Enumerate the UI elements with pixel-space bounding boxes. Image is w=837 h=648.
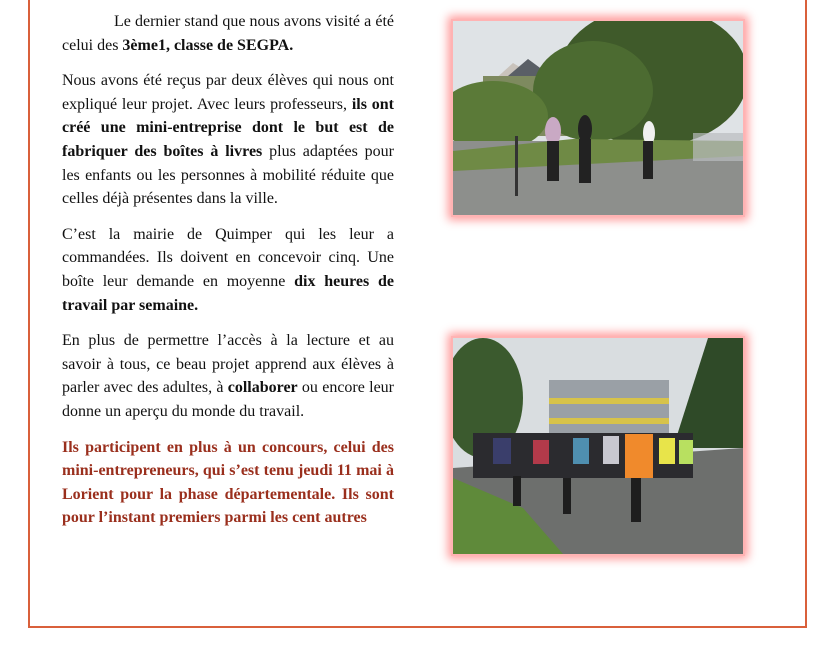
text-run: ou encore leur donne un aperçu du monde du travail.: [62, 379, 394, 420]
bold-run: 3ème1, classe de SEGPA.: [122, 36, 294, 54]
bold-run: dix heures de travail par semaine.: [62, 272, 394, 314]
text-run: Ils participent en plus à un concours, celui des mini-entrepreneurs, qui s’est tenu jeudi 11 mai à Lorient pour la phase départementale. Ils sont pour l’instant premiers parmi les cent autres: [62, 438, 394, 527]
paragraph-project: [62, 69, 394, 211]
article-text: [62, 10, 394, 542]
bold-run: ils ont créé une mini-entreprise dont le but est de fabriquer des boîtes à livres: [62, 95, 395, 160]
text-run: Le dernier stand que nous avons visité a été celui des: [62, 13, 394, 54]
paragraph-intro: [62, 10, 394, 57]
photo-runners-crowd: [453, 338, 743, 554]
text-run: C’est la mairie de Quimper qui les leur a commandées. Ils doivent en concevoir cinq. Une boîte leur demande en moyenne: [62, 225, 394, 290]
bold-run: collaborer: [227, 379, 298, 397]
photo-runners-street-image: [453, 21, 743, 215]
text-run: En plus de permettre l’accès à la lecture et au savoir à tous, ce beau projet apprend aux élèves à parler avec des adultes, à: [62, 332, 394, 397]
photo-runners-street: [453, 21, 743, 215]
photo-runners-crowd-image: [453, 338, 743, 554]
text-run: plus adaptées pour les enfants ou les personnes à mobilité réduite que celles déjà présentes dans la ville.: [62, 142, 395, 208]
paragraph-contest: [62, 436, 394, 530]
paragraph-benefits: [62, 329, 394, 423]
paragraph-mairie: [62, 223, 394, 317]
text-run: Nous avons été reçus par deux élèves qui nous ont expliqué leur projet. Avec leurs professeurs,: [62, 72, 394, 113]
